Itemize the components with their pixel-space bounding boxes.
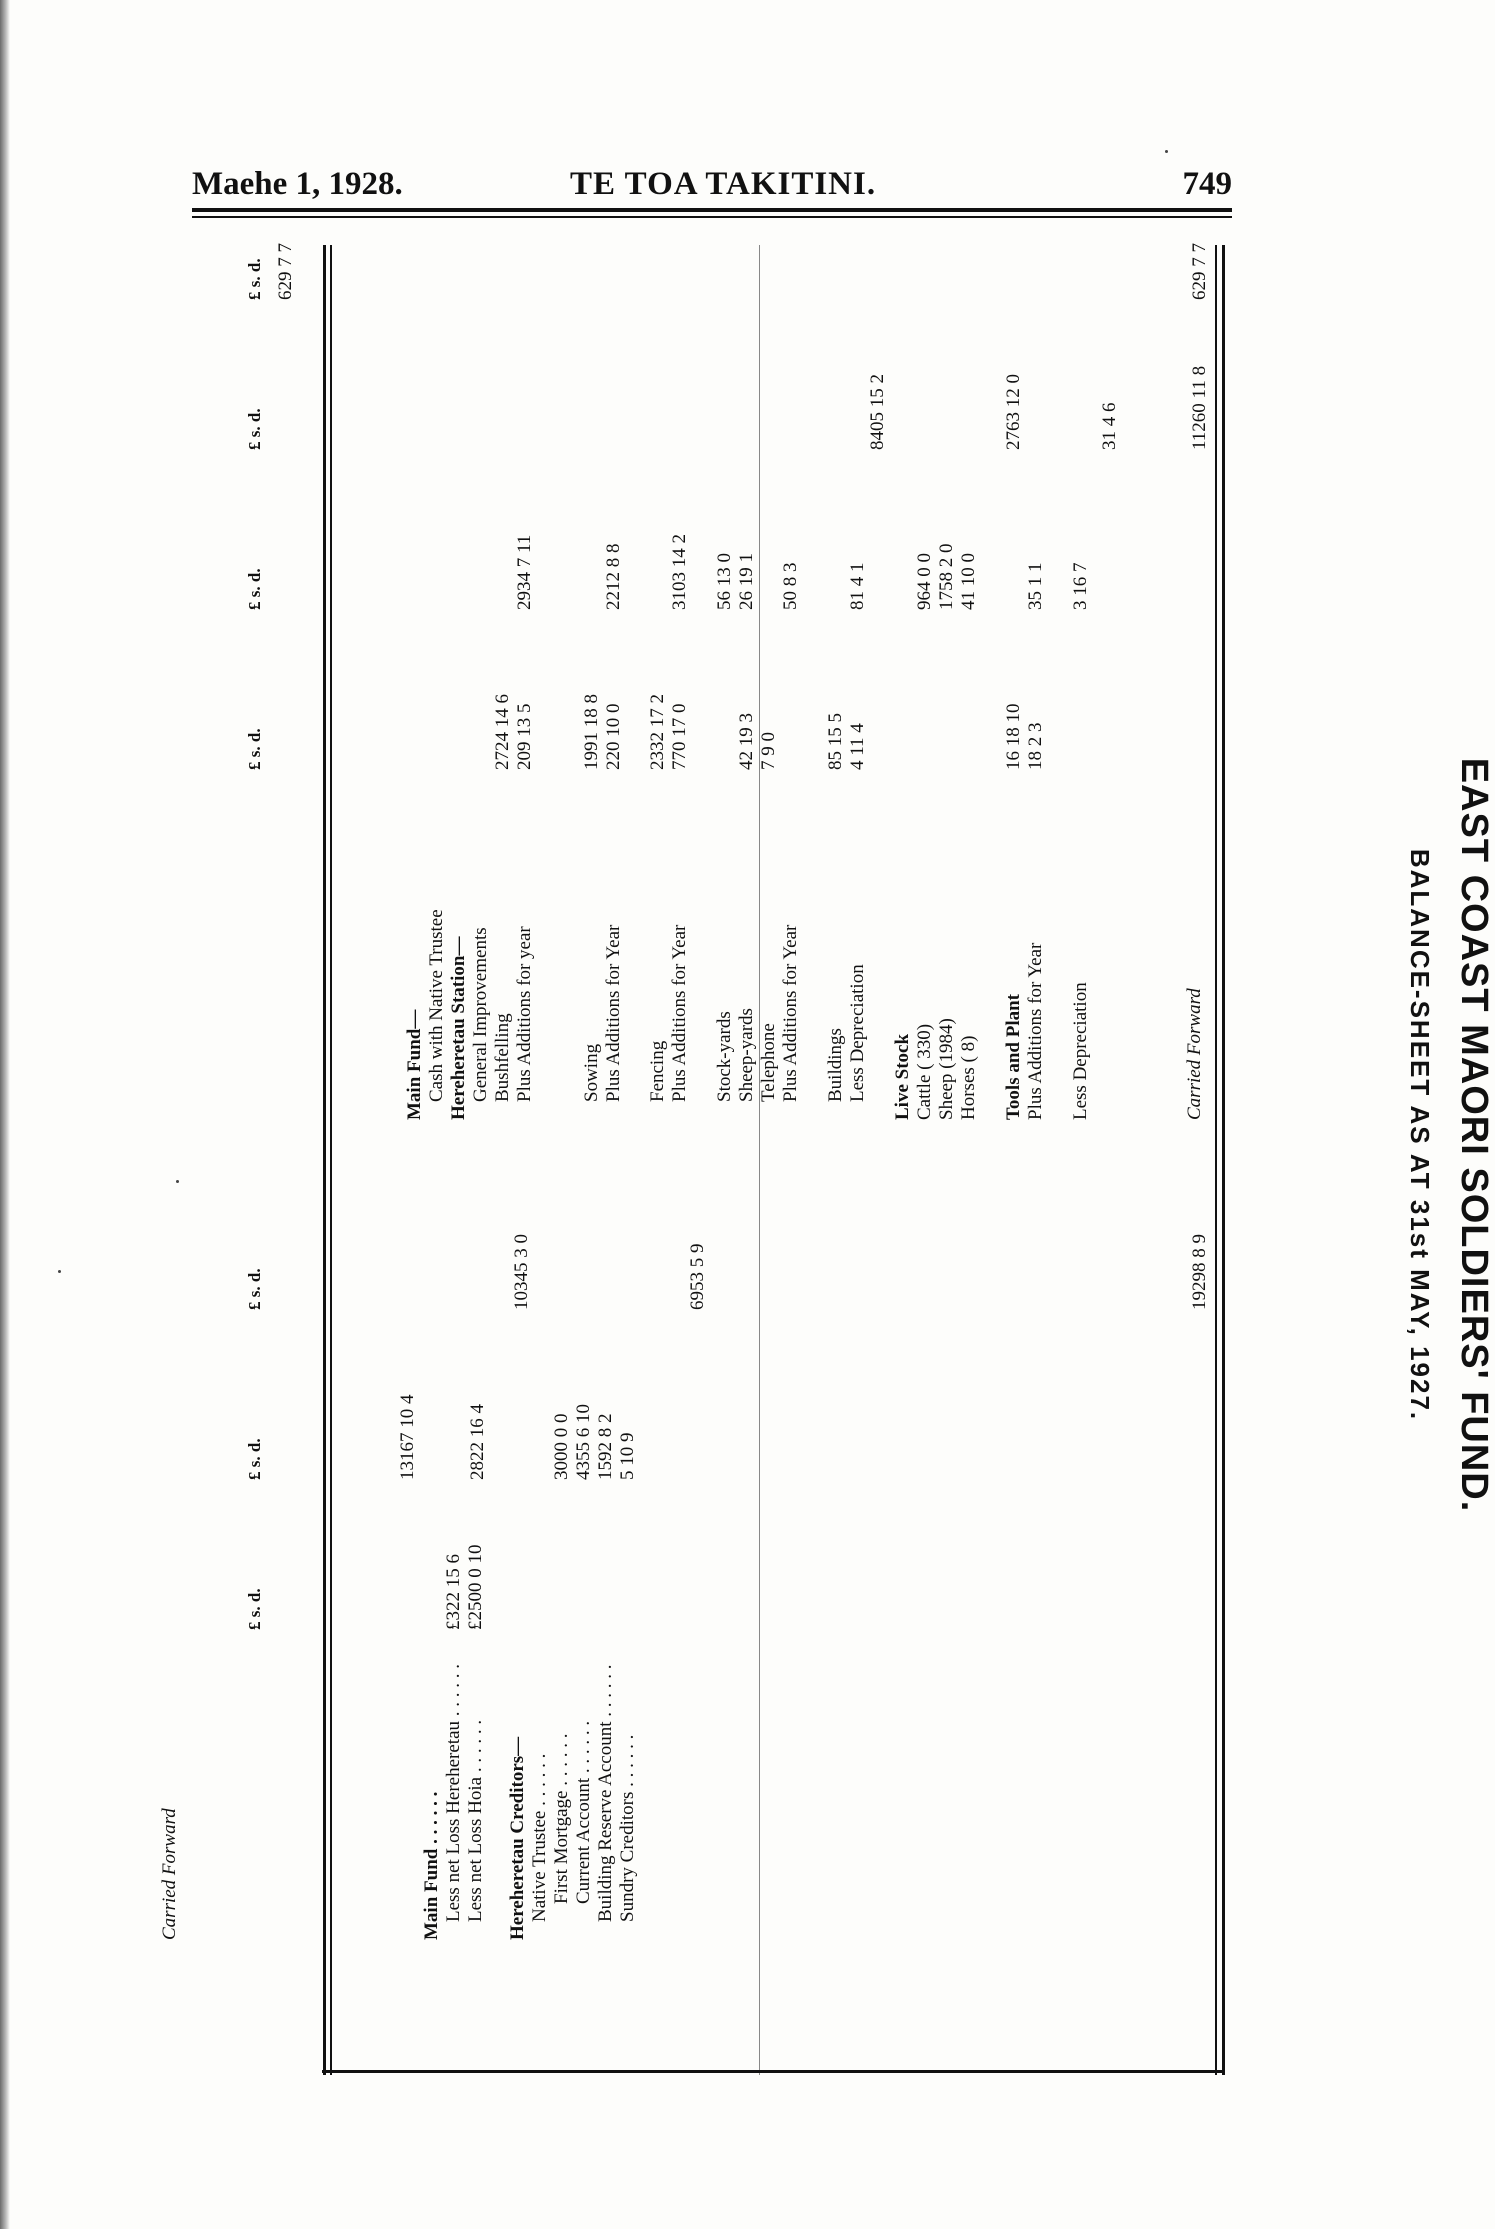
liability-label: Native Trustee . . . . . . xyxy=(529,1753,550,1922)
asset-label: Fencing xyxy=(647,1040,668,1102)
asset-amount: 85 15 5 xyxy=(825,713,846,770)
asset-amount: 4 11 4 xyxy=(847,723,868,770)
frame-rule xyxy=(1222,245,1225,2075)
asset-amount: 1758 2 0 xyxy=(936,543,957,610)
asset-label: Buildings xyxy=(825,1028,846,1102)
asset-amount: 3103 14 2 xyxy=(669,534,690,610)
asset-amount: 629 7 7 xyxy=(275,243,296,300)
asset-amount: 2724 14 6 xyxy=(492,694,513,770)
document-subtitle: BALANCE-SHEET AS AT 31st MAY, 1927. xyxy=(1405,848,1435,1422)
asset-amount: 50 8 3 xyxy=(780,562,801,610)
asset-amount: 629 7 7 xyxy=(1189,243,1210,300)
asset-label: Live Stock xyxy=(892,1033,913,1120)
asset-amount: 8405 15 2 xyxy=(867,374,888,450)
asset-label: Cash with Native Trustee xyxy=(426,909,447,1102)
asset-label: Plus Additions for Year xyxy=(1025,942,1046,1120)
asset-amount: 41 10 0 xyxy=(958,553,979,610)
asset-label: Main Fund— xyxy=(404,1009,425,1120)
money-headings: £ s. d. xyxy=(245,568,264,610)
money-headings: £ s. d. xyxy=(245,728,264,770)
liability-amount: £2500 0 10 xyxy=(465,1544,486,1630)
money-headings: £ s. d. xyxy=(245,1268,264,1310)
asset-amount: 209 13 5 xyxy=(514,703,535,770)
asset-amount: 1991 18 8 xyxy=(581,694,602,770)
asset-label: Bushfelling xyxy=(492,1013,513,1102)
liability-amount: 19298 8 9 xyxy=(1189,1234,1210,1310)
scan-edge xyxy=(0,0,10,2229)
liability-amount: 13167 10 4 xyxy=(397,1394,418,1480)
asset-amount: 26 19 1 xyxy=(736,553,757,610)
money-headings: £ s. d. xyxy=(245,1438,264,1480)
asset-amount: 31 4 6 xyxy=(1099,402,1120,450)
running-head xyxy=(192,166,1232,206)
asset-amount: 3 16 7 xyxy=(1070,562,1091,610)
asset-label: Less Depreciation xyxy=(847,964,868,1102)
asset-label: Tools and Plant xyxy=(1003,993,1024,1120)
asset-amount: 770 17 0 xyxy=(669,703,690,770)
journal-title: TE TOA TAKITINI. xyxy=(570,166,877,202)
issue-date: Maehe 1, 1928. xyxy=(192,166,403,202)
asset-amount: 2212 8 8 xyxy=(603,543,624,610)
liability-amount: 3000 0 0 xyxy=(551,1413,572,1480)
liability-label: Carried Forward xyxy=(159,1808,180,1940)
liability-label: Hereheretau Creditors— xyxy=(507,1736,528,1940)
asset-label: Sheep-yards xyxy=(736,1008,757,1102)
asset-amount: 2763 12 0 xyxy=(1003,374,1024,450)
scan-speck xyxy=(176,1180,179,1183)
asset-label: Horses ( 8) xyxy=(958,1035,979,1120)
liability-amount: 10345 3 0 xyxy=(511,1234,532,1310)
liability-amount: 1592 8 2 xyxy=(595,1413,616,1480)
money-headings: £ s. d. xyxy=(245,258,264,300)
liability-amount: 6953 5 9 xyxy=(687,1243,708,1310)
page-number: 749 xyxy=(1182,166,1232,202)
liability-label: Main Fund . . . . . . xyxy=(421,1791,442,1940)
asset-label: Sowing xyxy=(581,1043,602,1102)
liability-label: Less net Loss Hereheretau . . . . . . xyxy=(443,1663,464,1922)
asset-amount: 81 4 1 xyxy=(847,562,868,610)
asset-amount: 964 0 0 xyxy=(914,553,935,610)
asset-amount: 220 10 0 xyxy=(603,703,624,770)
liability-amount: 2822 16 4 xyxy=(467,1404,488,1480)
asset-amount: 7 9 0 xyxy=(758,732,779,770)
liability-amount: 5 10 9 xyxy=(617,1432,638,1480)
document-title: EAST COAST MAORI SOLDIERS' FUND. xyxy=(1453,757,1495,1513)
liability-amount: £322 15 6 xyxy=(443,1554,464,1630)
money-headings: £ s. d. xyxy=(245,408,264,450)
liabilities-section xyxy=(760,215,1215,2075)
liability-label: First Mortgage . . . . . . xyxy=(551,1733,572,1904)
scan-speck xyxy=(58,1270,61,1273)
asset-label: Less Depreciation xyxy=(1070,982,1091,1120)
liability-label: Current Account . . . . . . xyxy=(573,1720,594,1904)
asset-amount: 2934 7 11 xyxy=(514,534,535,610)
asset-label: Plus Additions for Year xyxy=(669,924,690,1102)
asset-label: Sheep (1984) xyxy=(936,1018,957,1120)
money-headings: £ s. d. xyxy=(245,1588,264,1630)
liability-label: Less net Loss Hoia . . . . . . xyxy=(465,1719,486,1922)
liability-label: Sundry Creditors . . . . . . xyxy=(617,1734,638,1922)
asset-label: Stock-yards xyxy=(714,1011,735,1102)
asset-label: Plus Additions for year xyxy=(514,926,535,1102)
asset-amount: 42 19 3 xyxy=(736,713,757,770)
asset-amount: 35 1 1 xyxy=(1025,562,1046,610)
asset-label: Cattle ( 330) xyxy=(914,1023,935,1120)
asset-amount: 56 13 0 xyxy=(714,553,735,610)
asset-amount: 18 2 3 xyxy=(1025,722,1046,770)
scan-speck xyxy=(1165,150,1168,153)
asset-label: Hereheretau Station— xyxy=(448,936,469,1120)
asset-label: Carried Forward xyxy=(1184,988,1205,1120)
frame-rule xyxy=(1215,245,1217,2075)
frame-rule xyxy=(323,245,326,2075)
asset-amount: 11260 11 8 xyxy=(1189,365,1210,450)
asset-label: Telephone xyxy=(758,1023,779,1102)
asset-amount: 16 18 10 xyxy=(1003,703,1024,770)
liability-label: Building Reserve Account . . . . . . xyxy=(595,1664,616,1922)
asset-label: Plus Additions for Year xyxy=(603,924,624,1102)
liability-amount: 4355 6 10 xyxy=(573,1404,594,1480)
header-rule xyxy=(192,208,1232,212)
asset-label: General Improvements xyxy=(470,927,491,1102)
asset-label: Plus Additions for Year xyxy=(780,924,801,1102)
asset-amount: 2332 17 2 xyxy=(647,694,668,770)
